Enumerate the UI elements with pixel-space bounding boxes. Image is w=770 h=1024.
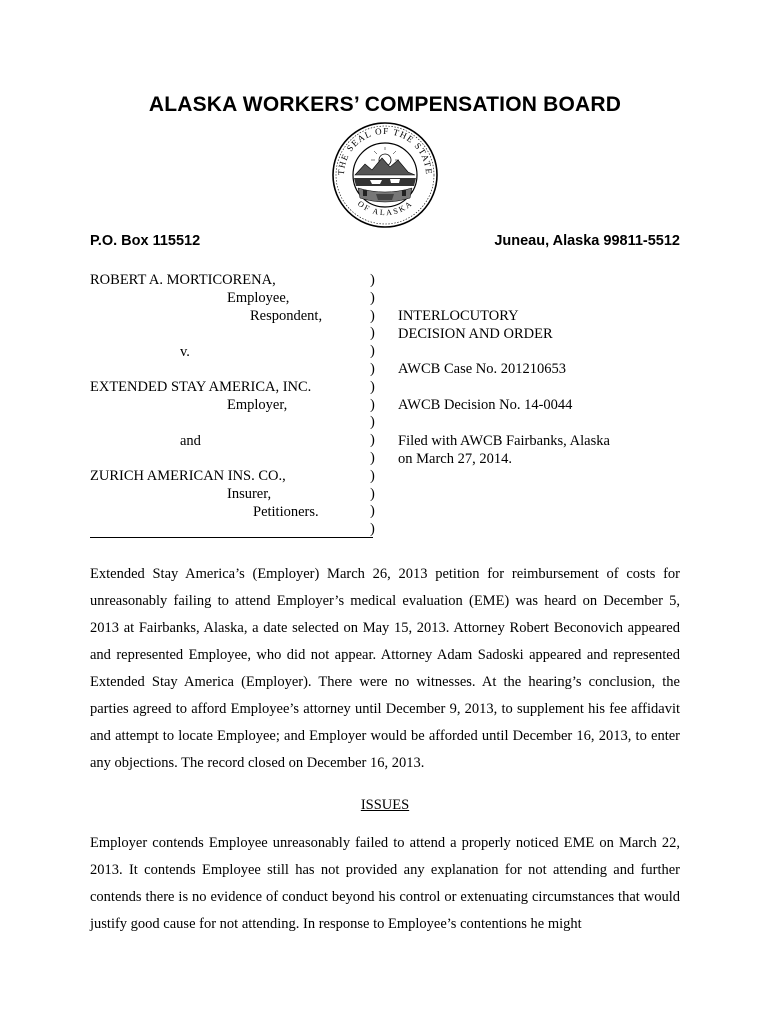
employee-status: Respondent, (250, 308, 323, 324)
filed-line2: on March 27, 2014. (398, 451, 512, 467)
employee-role: Employee, (227, 290, 290, 306)
decision-number: AWCB Decision No. 14-0044 (398, 397, 573, 413)
insurer-name: ZURICH AMERICAN INS. CO., (90, 468, 286, 484)
city-state-zip: Juneau, Alaska 99811-5512 (494, 233, 680, 249)
insurer-role: Insurer, (227, 486, 272, 502)
employer-name: EXTENDED STAY AMERICA, INC. (90, 379, 312, 395)
mailing-address: P.O. Box 115512 (90, 233, 201, 249)
seal-bottom-text: OF ALASKA (355, 199, 415, 218)
intro-paragraph: Extended Stay America’s (Employer) March 26, 2013 petition for reimbursement of costs for unreasonably failing to attend Employer’s medical evaluation (EME) was heard on December 5, 2013 at Fairbanks, Alaska, a date selected on May 15, 2013. Attorney Robert Beconovich appeared and represented Employee, who did not appear. Attorney Adam Sadoski appeared and represented Extended Stay America (Employer). There were no witnesses. At the hearing’s conclusion, the parties agreed to afford Employee’s attorney until December 9, 2013, to supplement his fee affidavit and attempt to locate Employee; and Employer would be afforded until December 16, 2013, to enter any objections. The record closed on December 16, 2013. (90, 566, 680, 771)
case-number: AWCB Case No. 201210653 (398, 361, 566, 377)
board-title: ALASKA WORKERS’ COMPENSATION BOARD (148, 93, 622, 116)
versus-label: v. (180, 344, 190, 360)
employer-role: Employer, (227, 397, 288, 413)
caption-divider: ) ) ) ) ) ) ) ) ) ) ) ) ) ) ) (370, 272, 375, 538)
decision-type-line1: INTERLOCUTORY (398, 308, 519, 324)
employee-name: ROBERT A. MORTICORENA, (90, 272, 276, 288)
issues-heading: ISSUES (360, 797, 410, 813)
decision-type-line2: DECISION AND ORDER (398, 326, 553, 342)
insurer-status: Petitioners. (253, 504, 319, 520)
caption-underline (90, 537, 373, 538)
filed-line1: Filed with AWCB Fairbanks, Alaska (398, 433, 610, 449)
seal-top-text: THE SEAL OF THE STATE (335, 125, 435, 176)
conjunction-label: and (180, 433, 201, 449)
state-seal-image (330, 120, 440, 230)
issues-paragraph: Employer contends Employee unreasonably failed to attend a properly noticed EME on March 22, 2013. It contends Employee still has not provided any explanation for not attending and further contends there is no evidence of conduct beyond his control or extenuating circumstances that would justify good cause for not attending. In response to Employee’s contentions he might (90, 835, 680, 932)
